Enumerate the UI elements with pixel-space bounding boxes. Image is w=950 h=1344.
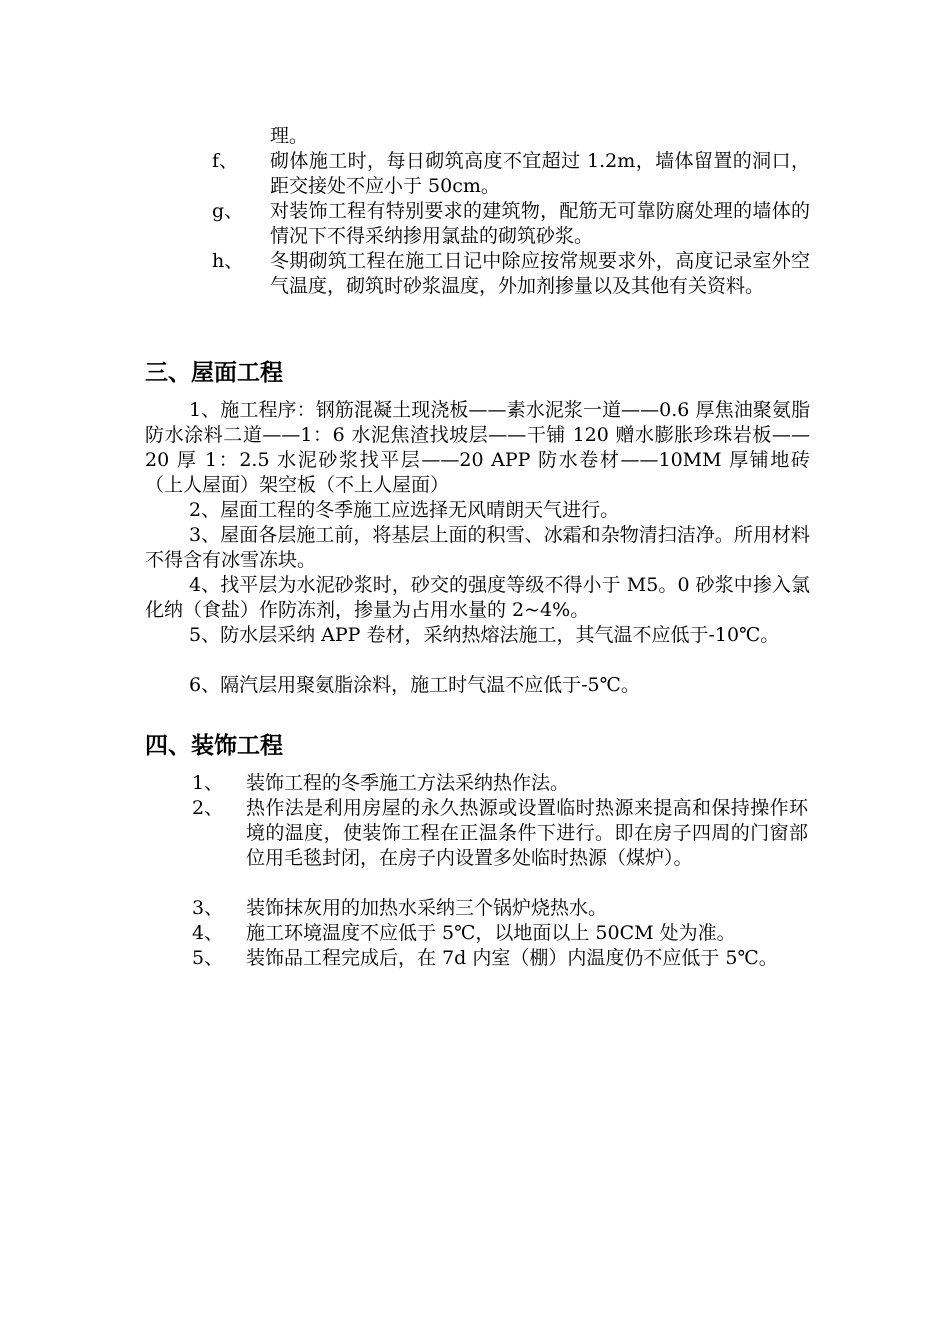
list-marker: 3、: [192, 897, 224, 919]
paragraph: 4、找平层为水泥砂浆时，砂交的强度等级不得小于 M5。0 砂浆中掺入氯化纳（食盐）作防冻剂，掺量为占用水量的 2~4%。: [145, 574, 810, 621]
list-marker: f、: [212, 150, 239, 172]
paragraph: 5、防水层采纳 APP 卷材，采纳热熔法施工，其气温不应低于-10℃。: [189, 624, 780, 646]
paragraph: 1、施工程序：钢筋混凝土现浇板——素水泥浆一道——0.6 厚焦油聚氨脂防水涂料二道——1：6 水泥焦渣找坡层——干铺 120 赠水膨胀珍珠岩板——20 厚 1：2.5 水泥砂浆找平层——20 APP 防水卷材——10MM 厚铺地砖（上人屋面）架空板（不上人屋面）: [145, 399, 810, 496]
list-marker: 1、: [192, 772, 224, 794]
list-marker: g、: [212, 200, 244, 222]
section-heading-decoration: 四、装饰工程: [145, 733, 283, 759]
list-item-text: 装饰抹灰用的加热水采纳三个锅炉烧热水。: [246, 897, 608, 919]
list-marker: h、: [212, 250, 244, 272]
list-marker: 4、: [192, 922, 224, 944]
list-item-text: 砌体施工时，每日砌筑高度不宜超过 1.2m，墙体留置的洞口，距交接处不应小于 50cm。: [270, 150, 810, 197]
list-item-text: 施工环境温度不应低于 5℃，以地面以上 50CM 处为准。: [246, 922, 736, 944]
list-marker: 5、: [192, 947, 224, 969]
continuation-text: 理。: [270, 125, 309, 147]
list-item-text: 热作法是利用房屋的永久热源或设置临时热源来提高和保持操作环境的温度，使装饰工程在正温条件下进行。即在房子四周的门窗部位用毛毯封闭，在房子内设置多处临时热源（煤炉）。: [246, 797, 808, 869]
paragraph: 6、隔汽层用聚氨脂涂料，施工时气温不应低于-5℃。: [189, 674, 640, 696]
list-marker: 2、: [192, 797, 224, 819]
paragraph: 2、屋面工程的冬季施工应选择无风晴朗天气进行。: [189, 499, 620, 521]
list-item-text: 装饰工程的冬季施工方法采纳热作法。: [246, 772, 570, 794]
list-item-text: 装饰品工程完成后，在 7d 内室（棚）内温度仍不应低于 5℃。: [246, 947, 778, 969]
list-item-text: 冬期砌筑工程在施工日记中除应按常规要求外，高度记录室外空气温度，砌筑时砂浆温度，外加剂掺量以及其他有关资料。: [270, 250, 810, 297]
list-item-text: 对装饰工程有特别要求的建筑物，配筋无可靠防腐处理的墙体的情况下不得采纳掺用氯盐的砌筑砂浆。: [270, 200, 810, 247]
section-heading-roofing: 三、屋面工程: [145, 360, 283, 386]
paragraph: 3、屋面各层施工前，将基层上面的积雪、冰霜和杂物清扫洁净。所用材料不得含有冰雪冻块。: [145, 524, 810, 571]
